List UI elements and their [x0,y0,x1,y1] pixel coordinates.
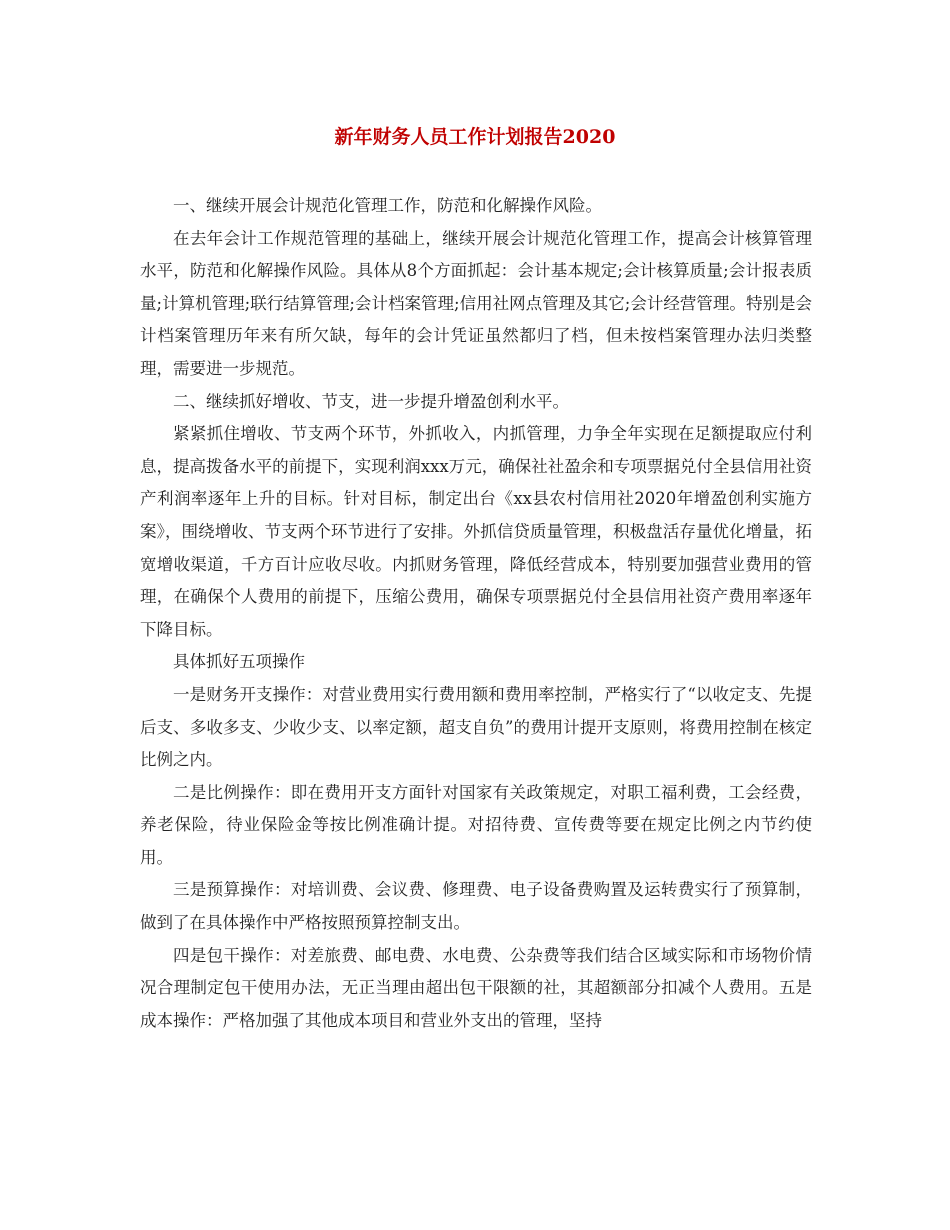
paragraph: 二、继续抓好增收、节支，进一步提升增盈创利水平。 [173,391,569,411]
document-body [140,190,812,1037]
paragraph: 具体抓好五项操作 [173,652,305,672]
paragraph: 三是预算操作：对培训费、会议费、修理费、电子设备费购置及运转费实行了预算制，做到了在具体操作中严格按照预算控制支出。 [140,880,812,933]
paragraph: 一是财务开支操作：对营业费用实行费用额和费用率控制，严格实行了“以收定支、先提后支、多收多支、少收少支、以率定额，超支自负”的费用计提开支原则，将费用控制在核定比例之内。 [140,684,812,770]
paragraph: 在去年会计工作规范管理的基础上，继续开展会计规范化管理工作，提高会计核算管理水平，防范和化解操作风险。具体从8个方面抓起：会计基本规定;会计核算质量;会计报表质量;计算机管理;联行结算管理;会计档案管理;信用社网点管理及其它;会计经营管理。特别是会计档案管理历年来有所欠缺，每年的会计凭证虽然都归了档，但未按档案管理办法归类整理，需要进一步规范。 [140,228,812,378]
document-title: 新年财务人员工作计划报告2020 [334,126,616,148]
paragraph: 紧紧抓住增收、节支两个环节，外抓收入，内抓管理，力争全年实现在足额提取应付利息，提高拨备水平的前提下，实现利润xxx万元，确保社社盈余和专项票据兑付全县信用社资产利润率逐年上升的目标。针对目标，制定出台《xx县农村信用社2020年增盈创利实施方案》，围绕增收、节支两个环节进行了安排。外抓信贷质量管理，积极盘活存量优化增量，拓宽增收渠道，千方百计应收尽收。内抓财务管理，降低经营成本，特别要加强营业费用的管理，在确保个人费用的前提下，压缩公费用，确保专项票据兑付全县信用社资产费用率逐年下降目标。 [140,424,812,639]
paragraph: 四是包干操作：对差旅费、邮电费、水电费、公杂费等我们结合区域实际和市场物价情况合理制定包干使用办法，无正当理由超出包干限额的社，其超额部分扣减个人费用。五是成本操作：严格加强了其他成本项目和营业外支出的管理，坚持 [140,945,812,1030]
paragraph: 二是比例操作：即在费用开支方面针对国家有关政策规定，对职工福利费，工会经费，养老保险，待业保险金等按比例准确计提。对招待费、宣传费等要在规定比例之内节约使用。 [140,782,812,867]
paragraph: 一、继续开展会计规范化管理工作，防范和化解操作风险。 [173,196,602,215]
